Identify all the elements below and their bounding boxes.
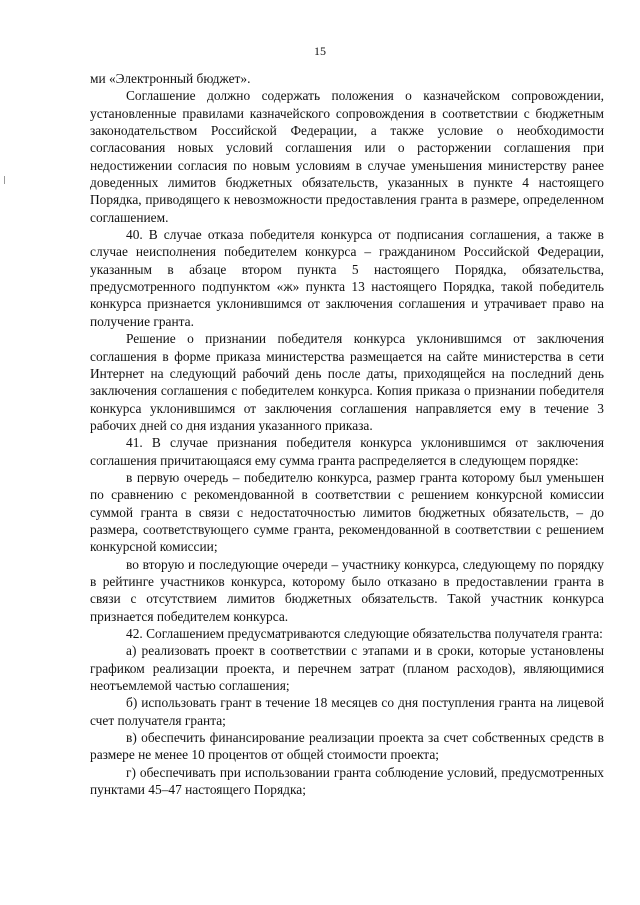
margin-mark (4, 176, 5, 184)
paragraph-first-priority: в первую очередь – победителю конкурса, размер гранта которому был уменьшен по сравнению с рекомендованной в соответствии с решением конкурсной комиссии суммой гранта в связи с недостаточностью лимитов бюджетных обязательств, – до размера, соответствующего сумме гранта, рекомендованной в соответствии с решением конкурсной комиссии; (90, 469, 604, 555)
document-body (90, 70, 604, 798)
paragraph-item-g: г) обеспечивать при использовании гранта соблюдение условий, предусмотренных пунктами 45–47 настоящего Порядка; (90, 764, 604, 798)
paragraph-item-b: б) использовать грант в течение 18 месяцев со дня поступления гранта на лицевой счет получателя гранта; (90, 695, 604, 728)
paragraph-second-priority: во вторую и последующие очереди – участнику конкурса, следующему по порядку в рейтинге участников конкурса, которому было отказано в предоставлении гранта в связи с отсутствием лимитов бюджетных обязательств. Такой участник конкурса признается победителем конкурса. (90, 556, 604, 624)
paragraph-item-v: в) обеспечить финансирование реализации проекта за счет собственных средств в размере не менее 10 процентов от общей стоимости проекта; (90, 730, 604, 763)
paragraph-clause-41: 41. В случае признания победителя конкурса уклонившимся от заключения соглашения причитающаяся ему сумма гранта распределяется в следующем порядке: (90, 435, 604, 468)
paragraph-agreement-provisions: Соглашение должно содержать положения о казначейском сопровождении, установленные правилами казначейского сопровождения в соответствии с бюджетным законодательством Российской Федерации, а также условие о необходимости согласования новых условий соглашения или о расторжении соглашения при недостижении согласия по новым условиям в случае уменьшения министерству ранее доведенных лимитов бюджетных обязательств, указанных в пункте 4 настоящего Порядка, приводящего к невозможности предоставления гранта в размере, определенном соглашением. (90, 88, 604, 225)
paragraph-clause-42: 42. Соглашением предусматриваются следующие обязательства получателя гранта: (126, 626, 603, 641)
paragraph-item-a: а) реализовать проект в соответствии с этапами и в сроки, которые установлены графиком реализации проекта, и перечнем затрат (планом расходов), являющимися неотъемлемой частью соглашения; (90, 643, 604, 694)
paragraph-continuation: ми «Электронный бюджет». (90, 71, 251, 86)
paragraph-clause-40: 40. В случае отказа победителя конкурса от подписания соглашения, а также в случае неисполнения победителем конкурса – гражданином Российской Федерации, указанным в абзаце втором пункта 5 настоящего Порядка, обязательства, предусмотренного подпунктом «ж» пункта 13 настоящего Порядка, такой победитель конкурса признается уклонившимся от заключения соглашения и утрачивает право на получение гранта. (90, 227, 604, 329)
paragraph-decision-order: Решение о признании победителя конкурса уклонившимся от заключения соглашения в форме приказа министерства размещается на сайте министерства в сети Интернет на следующий рабочий день после даты, приходящейся на последний день заключения соглашения с победителем конкурса. Копия приказа о признании победителя конкурса уклонившимся от заключения соглашения направляется ему в течение 3 рабочих дней со дня издания указанного приказа. (90, 331, 604, 433)
page-number: 15 (314, 44, 326, 58)
